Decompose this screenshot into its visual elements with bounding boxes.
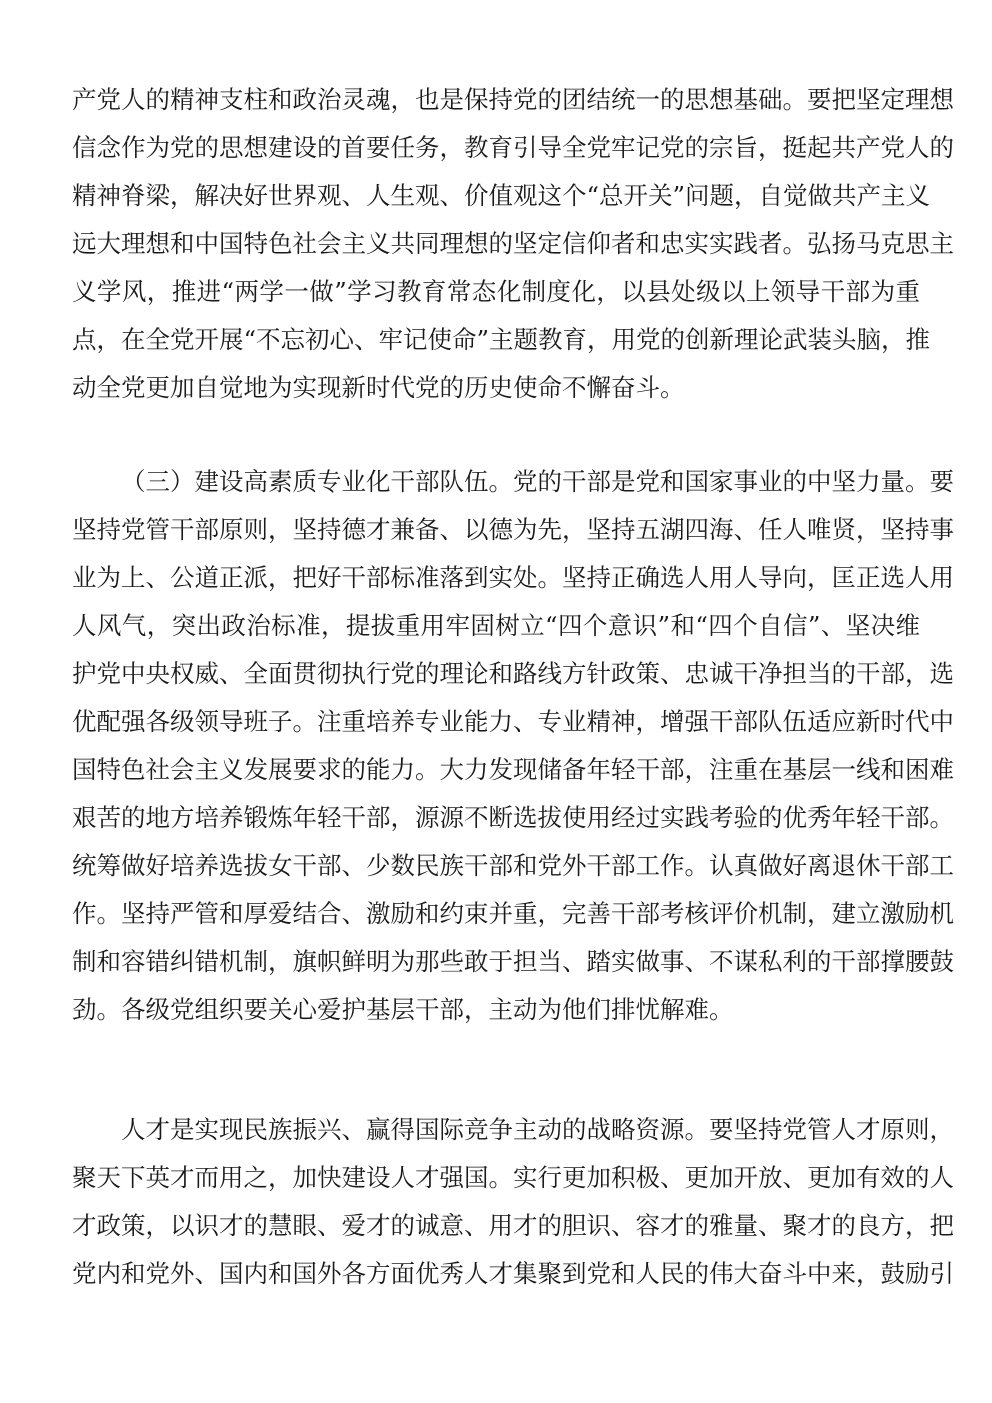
text-line: 信念作为党的思想建设的首要任务，教育引导全党牢记党的宗旨，挺起共产党人的 xyxy=(72,133,954,162)
text-line: 护党中央权威、全面贯彻执行党的理论和路线方针政策、忠诚干净担当的干部，选 xyxy=(72,659,954,688)
text-line: 产党人的精神支柱和政治灵魂，也是保持党的团结统一的思想基础。要把坚定理想 xyxy=(72,85,954,114)
text-line: 业为上、公道正派，把好干部标准落到实处。坚持正确选人用人导向，匡正选人用 xyxy=(72,563,954,592)
text-line: 国特色社会主义发展要求的能力。大力发现储备年轻干部，注重在基层一线和困难 xyxy=(72,755,954,784)
text-line: 点，在全党开展“不忘初心、牢记使命”主题教育，用党的创新理论武装头脑，推 xyxy=(72,325,931,354)
text-line: 才政策，以识才的慧眼、爱才的诚意、用才的胆识、容才的雅量、聚才的良方，把 xyxy=(72,1211,954,1240)
text-line: 聚天下英才而用之，加快建设人才强国。实行更加积极、更加开放、更加有效的人 xyxy=(72,1163,954,1192)
text-line: 人才是实现民族振兴、赢得国际竞争主动的战略资源。要坚持党管人才原则， xyxy=(121,1115,954,1144)
text-line: 远大理想和中国特色社会主义共同理想的坚定信仰者和忠实实践者。弘扬马克思主 xyxy=(72,229,954,258)
text-line: （三）建设高素质专业化干部队伍。党的干部是党和国家事业的中坚力量。要 xyxy=(121,467,954,496)
text-line: 统筹做好培养选拔女干部、少数民族干部和党外干部工作。认真做好离退休干部工 xyxy=(72,851,954,880)
paragraph-ideals-and-convictions xyxy=(72,76,954,412)
paragraph-cadre-team xyxy=(72,458,954,1034)
text-line: 人风气，突出政治标准，提拔重用牢固树立“四个意识”和“四个自信”、坚决维 xyxy=(72,611,920,640)
paragraph-talent-strategy xyxy=(72,1106,954,1298)
text-line: 劲。各级党组织要关心爱护基层干部，主动为他们排忧解难。 xyxy=(72,995,734,1024)
text-line: 动全党更加自觉地为实现新时代党的历史使命不懈奋斗。 xyxy=(72,373,685,402)
text-line: 作。坚持严管和厚爱结合、激励和约束并重，完善干部考核评价机制，建立激励机 xyxy=(72,899,954,928)
text-line: 坚持党管干部原则，坚持德才兼备、以德为先，坚持五湖四海、任人唯贤，坚持事 xyxy=(72,515,954,544)
text-line: 制和容错纠错机制，旗帜鲜明为那些敢于担当、踏实做事、不谋私利的干部撑腰鼓 xyxy=(72,947,954,976)
text-line: 艰苦的地方培养锻炼年轻干部，源源不断选拔使用经过实践考验的优秀年轻干部。 xyxy=(72,803,954,832)
text-line: 优配强各级领导班子。注重培养专业能力、专业精神，增强干部队伍适应新时代中 xyxy=(72,707,954,736)
text-line: 党内和党外、国内和国外各方面优秀人才集聚到党和人民的伟大奋斗中来，鼓励引 xyxy=(72,1259,954,1288)
text-line: 义学风，推进“两学一做”学习教育常态化制度化，以县处级以上领导干部为重 xyxy=(72,277,920,306)
text-line: 精神脊梁，解决好世界观、人生观、价值观这个“总开关”问题，自觉做共产主义 xyxy=(72,181,931,210)
